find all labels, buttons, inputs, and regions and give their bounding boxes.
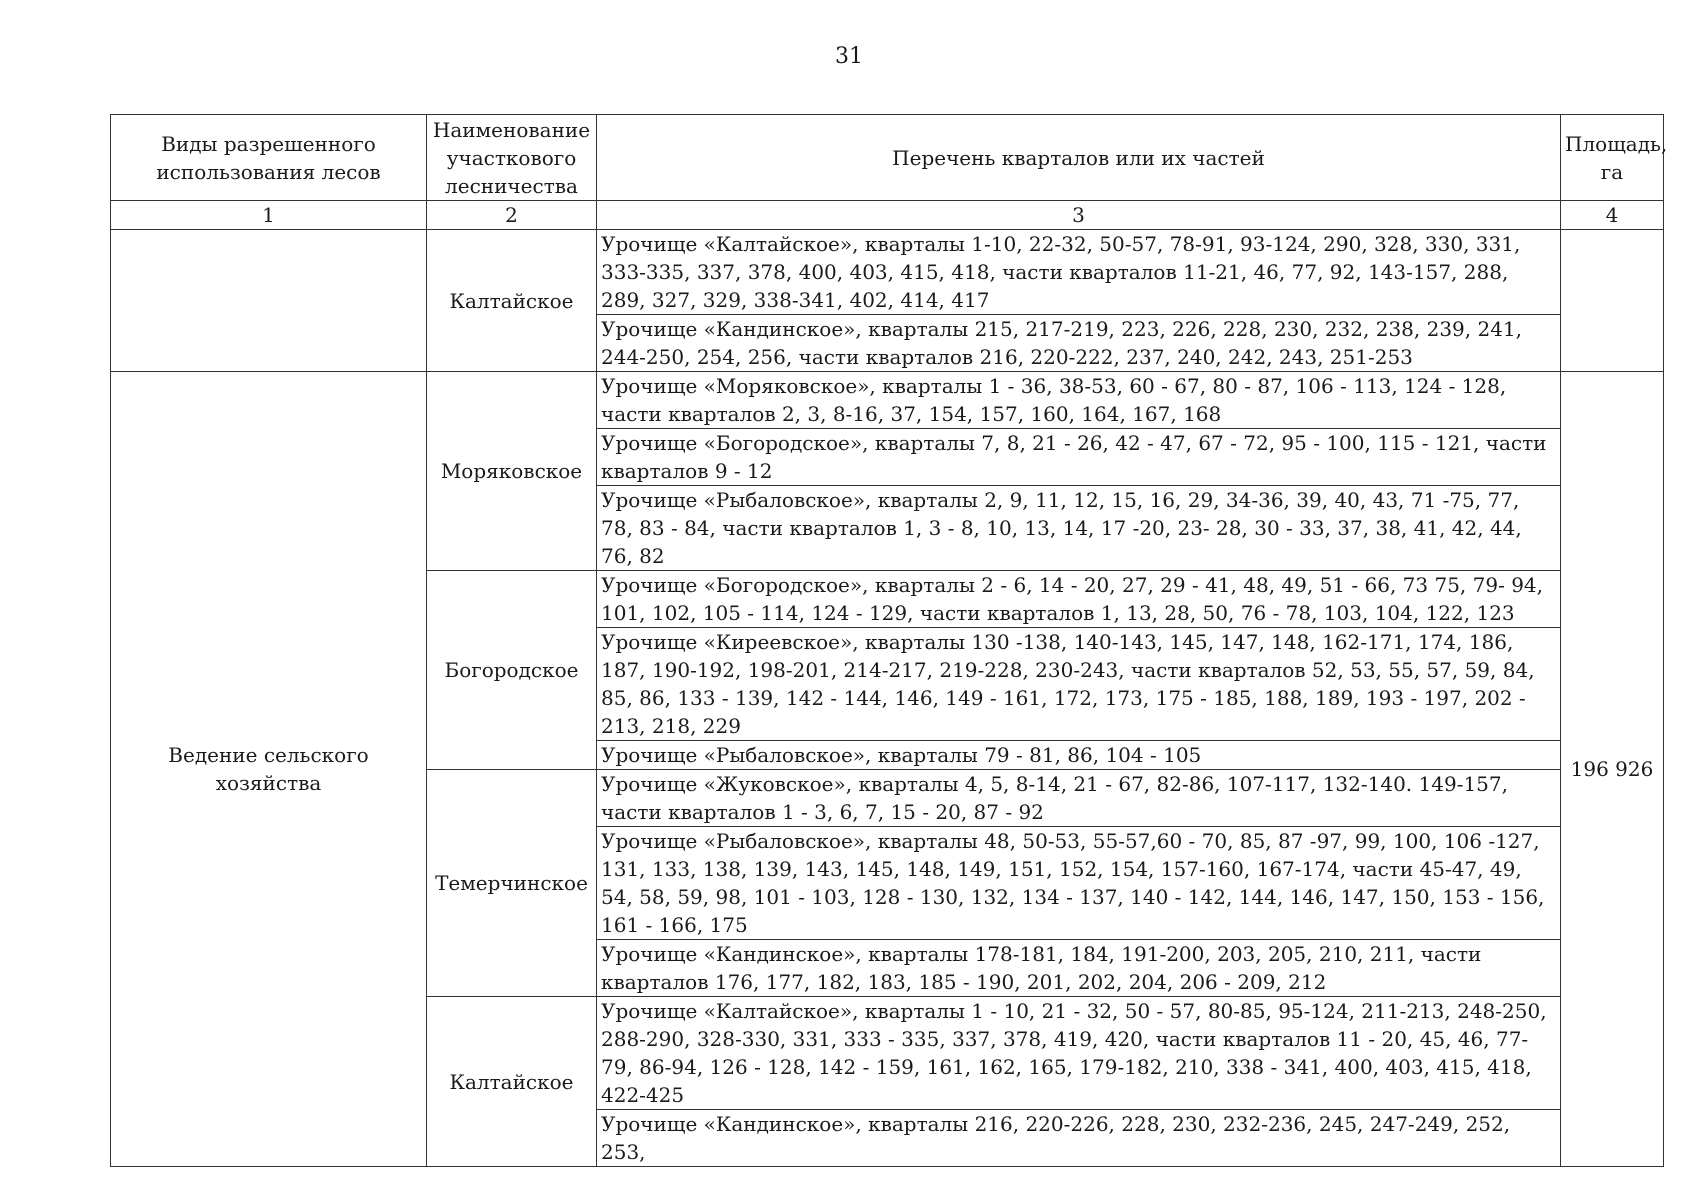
quarters-list-cell: Урочище «Рыбаловское», кварталы 79 - 81, 86, 104 - 105 — [597, 741, 1561, 770]
quarters-list-cell: Урочище «Рыбаловское», кварталы 48, 50-53, 55-57,60 - 70, 85, 87 -97, 99, 100, 106 -127, 131, 133, 138, 139, 143, 145, 148, 149, 151, 152, 154, 157-160, 167-174, части 45-47, 49, 54, 58, 59, 98, 101 - 103, 128 - 130, 132, 134 - 137, 140 - 142, 144, 146, 147, 150, 153 - 156, 161 - 166, 175 — [597, 827, 1561, 940]
table-row — [111, 372, 1664, 429]
quarters-list-cell: Урочище «Богородское», кварталы 2 - 6, 14 - 20, 27, 29 - 41, 48, 49, 51 - 66, 73 75, 79- 94, 101, 102, 105 - 114, 124 - 129, части кварталов 1, 13, 28, 50, 76 - 78, 103, 104, 122, 123 — [597, 571, 1561, 628]
forestry-name-cell: Богородское — [427, 571, 597, 770]
page-number: 31 — [835, 44, 863, 69]
forest-use-table — [110, 114, 1668, 1167]
quarters-list-cell: Урочище «Богородское», кварталы 7, 8, 21 - 26, 42 - 47, 67 - 72, 95 - 100, 115 - 121, части кварталов 9 - 12 — [597, 429, 1561, 486]
header-use-type: Виды разрешенного использования лесов — [111, 115, 427, 201]
header-forestry-name: Наименование участкового лесничества — [427, 115, 597, 201]
quarters-list-cell: Урочище «Кандинское», кварталы 215, 217-219, 223, 226, 228, 230, 232, 238, 239, 241, 244-250, 254, 256, части кварталов 216, 220-222, 237, 240, 242, 243, 251-253 — [597, 315, 1561, 372]
quarters-list-cell: Урочище «Киреевское», кварталы 130 -138, 140-143, 145, 147, 148, 162-171, 174, 186, 187, 190-192, 198-201, 214-217, 219-228, 230-243, части кварталов 52, 53, 55, 57, 59, 84, 85, 86, 133 - 139, 142 - 144, 146, 149 - 161, 172, 173, 175 - 185, 188, 189, 193 - 197, 202 - 213, 218, 229 — [597, 628, 1561, 741]
quarters-list-cell: Урочище «Моряковское», кварталы 1 - 36, 38-53, 60 - 67, 80 - 87, 106 - 113, 124 - 128, части кварталов 2, 3, 8-16, 37, 154, 157, 160, 164, 167, 168 — [597, 372, 1561, 429]
quarters-list-cell: Урочище «Жуковское», кварталы 4, 5, 8-14, 21 - 67, 82-86, 107-117, 132-140. 149-157, части кварталов 1 - 3, 6, 7, 15 - 20, 87 - 92 — [597, 770, 1561, 827]
quarters-list-cell: Урочище «Калтайское», кварталы 1-10, 22-32, 50-57, 78-91, 93-124, 290, 328, 330, 331, 333-335, 337, 378, 400, 403, 415, 418, части кварталов 11-21, 46, 77, 92, 143-157, 288, 289, 327, 329, 338-341, 402, 414, 417 — [597, 230, 1561, 315]
forestry-name-cell: Калтайское — [427, 997, 597, 1167]
header-row — [111, 115, 1664, 201]
column-number: 4 — [1561, 201, 1664, 230]
area-cell: 196 926 — [1561, 372, 1664, 1167]
area-cell — [1561, 230, 1664, 372]
quarters-list-cell: Урочище «Кандинское», кварталы 178-181, 184, 191-200, 203, 205, 210, 211, части кварталов 176, 177, 182, 183, 185 - 190, 201, 202, 204, 206 - 209, 212 — [597, 940, 1561, 997]
column-number: 2 — [427, 201, 597, 230]
quarters-list-cell: Урочище «Рыбаловское», кварталы 2, 9, 11, 12, 15, 16, 29, 34-36, 39, 40, 43, 71 -75, 77, 78, 83 - 84, части кварталов 1, 3 - 8, 10, 13, 14, 17 -20, 23- 28, 30 - 33, 37, 38, 41, 42, 44, 76, 82 — [597, 486, 1561, 571]
use-type-cell: Ведение сельского хозяйства — [111, 372, 427, 1167]
use-type-cell — [111, 230, 427, 372]
header-area: Площадь, га — [1561, 115, 1664, 201]
quarters-list-cell: Урочище «Калтайское», кварталы 1 - 10, 21 - 32, 50 - 57, 80-85, 95-124, 211-213, 248-250, 288-290, 328-330, 331, 333 - 335, 337, 378, 419, 420, части кварталов 11 - 20, 45, 46, 77-79, 86-94, 126 - 128, 142 - 159, 161, 162, 165, 179-182, 210, 338 - 341, 400, 403, 415, 418, 422-425 — [597, 997, 1561, 1110]
quarters-list-cell: Урочище «Кандинское», кварталы 216, 220-226, 228, 230, 232-236, 245, 247-249, 252, 253, — [597, 1110, 1561, 1167]
forestry-name-cell: Калтайское — [427, 230, 597, 372]
column-numbers-row — [111, 201, 1664, 230]
table-row — [111, 230, 1664, 315]
header-quarters-list: Перечень кварталов или их частей — [597, 115, 1561, 201]
column-number: 1 — [111, 201, 427, 230]
forestry-name-cell: Темерчинское — [427, 770, 597, 997]
forestry-name-cell: Моряковское — [427, 372, 597, 571]
column-number: 3 — [597, 201, 1561, 230]
